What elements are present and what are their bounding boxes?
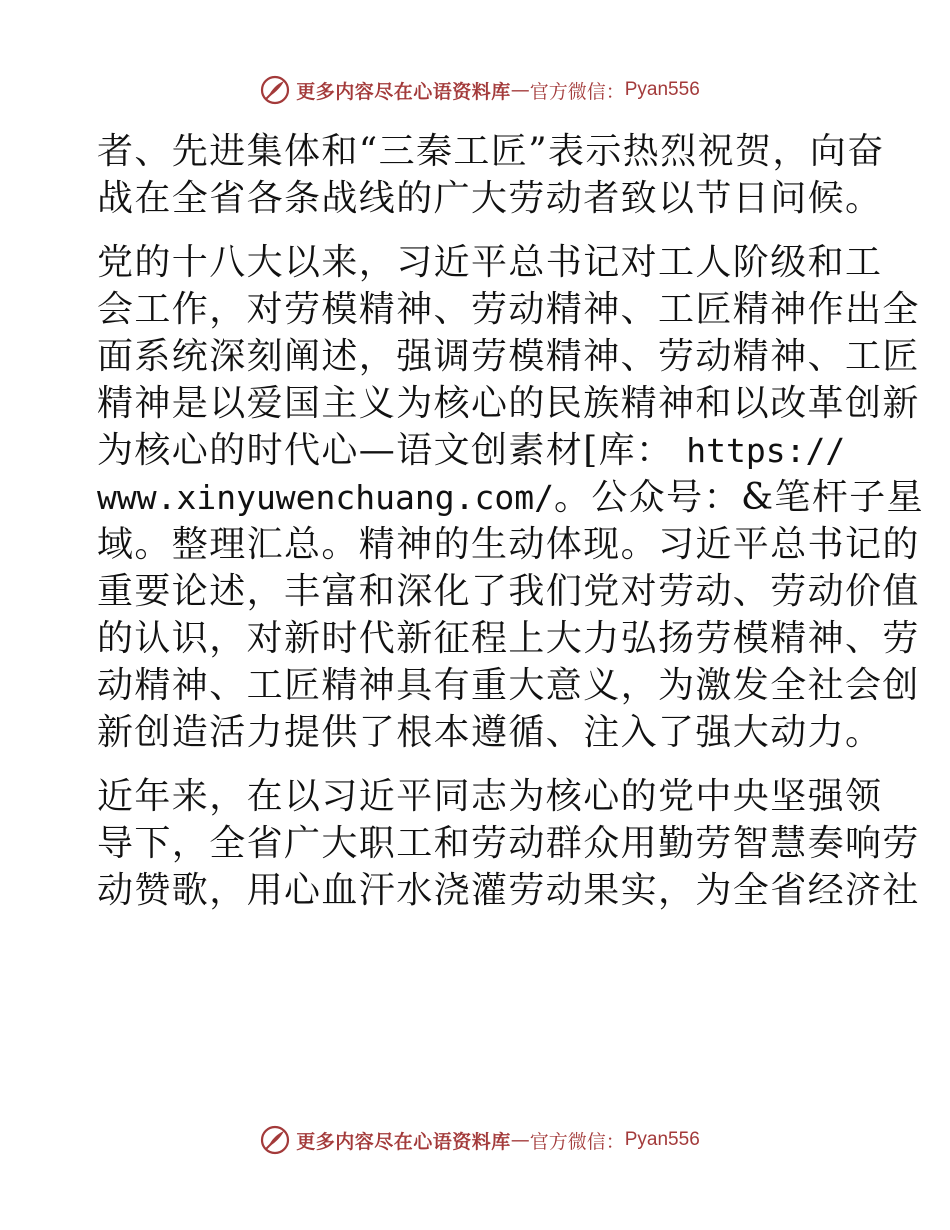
text-segment: 。公众号：&笔杆子星 bbox=[553, 477, 925, 518]
text-line: 者、先进集体和“三秦工匠”表示热烈祝贺，向奋 bbox=[97, 131, 885, 172]
banner-wechat-id: Pyan556 bbox=[624, 1129, 700, 1150]
quill-pen-logo-icon bbox=[260, 1125, 290, 1155]
paragraph-2 bbox=[97, 239, 925, 756]
text-line: 的认识，对新时代新征程上大力弘扬劳模精神、劳 bbox=[97, 618, 920, 659]
text-line: 重要论述，丰富和深化了我们党对劳动、劳动价值 bbox=[97, 571, 920, 612]
footer-watermark-banner bbox=[0, 1120, 950, 1160]
text-line: 党的十八大以来，习近平总书记对工人阶级和工 bbox=[97, 242, 883, 283]
banner-wechat-label: 官方微信： bbox=[529, 80, 625, 103]
banner-content bbox=[260, 75, 700, 105]
quill-pen-logo-icon bbox=[260, 75, 290, 105]
text-line: 导下，全省广大职工和劳动群众用勤劳智慧奏响劳 bbox=[97, 823, 920, 864]
text-segment: 为核心的时代心—语文创素材[库： bbox=[97, 430, 674, 471]
paragraph-3 bbox=[97, 773, 920, 914]
banner-dash: — bbox=[510, 1129, 530, 1151]
banner-content bbox=[260, 1125, 700, 1155]
url-domain: www.xinyuwenchuang.com/ bbox=[97, 478, 554, 517]
banner-site-text: 更多内容尽在心语资料库 bbox=[296, 80, 511, 103]
header-watermark-banner bbox=[0, 70, 950, 110]
text-line: 战在全省各条战线的广大劳动者致以节日问候。 bbox=[97, 178, 883, 219]
text-line: 动赞歌，用心血汗水浇灌劳动果实，为全省经济社 bbox=[97, 870, 920, 911]
document-body bbox=[97, 128, 925, 914]
text-line-with-url bbox=[97, 427, 853, 474]
text-line: 动精神、工匠精神具有重大意义，为激发全社会创 bbox=[97, 665, 920, 706]
banner-dash: — bbox=[510, 79, 530, 101]
text-line: 域。整理汇总。精神的生动体现。习近平总书记的 bbox=[97, 524, 920, 565]
text-line-with-url bbox=[97, 474, 925, 521]
banner-site-text: 更多内容尽在心语资料库 bbox=[296, 1130, 511, 1153]
banner-wechat-id: Pyan556 bbox=[624, 79, 700, 100]
banner-wechat-label: 官方微信： bbox=[529, 1130, 625, 1153]
text-line: 近年来，在以习近平同志为核心的党中央坚强领 bbox=[97, 776, 883, 817]
text-line: 新创造活力提供了根本遵循、注入了强大动力。 bbox=[97, 712, 883, 753]
text-line: 面系统深刻阐述，强调劳模精神、劳动精神、工匠 bbox=[97, 336, 920, 377]
text-line: 会工作，对劳模精神、劳动精神、工匠精神作出全 bbox=[97, 289, 920, 330]
text-line: 精神是以爱国主义为核心的民族精神和以改革创新 bbox=[97, 383, 920, 424]
paragraph-1 bbox=[97, 128, 885, 222]
url-prefix: https:// bbox=[686, 431, 846, 470]
